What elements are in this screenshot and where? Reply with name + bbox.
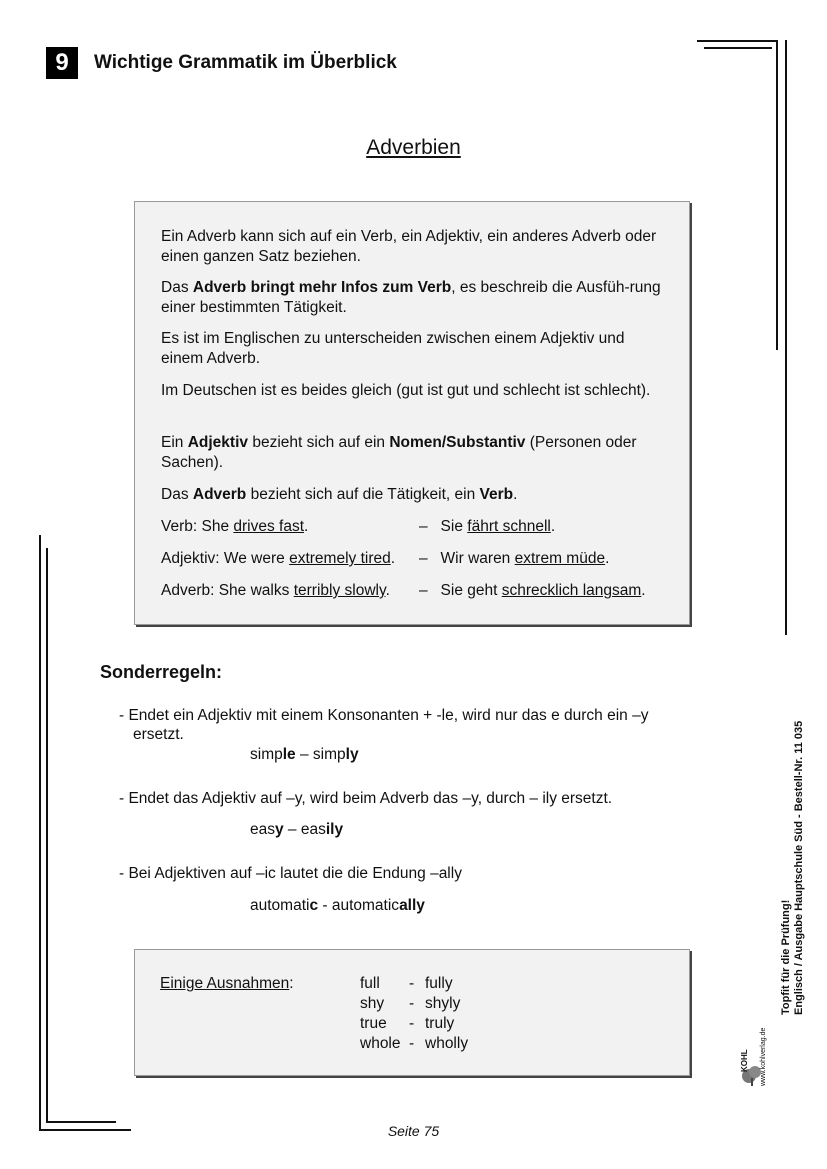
rule-text: - Bei Adjektiven auf –ic lautet die die Endung –ally xyxy=(119,865,462,882)
example-de: – Wir waren extrem müde. xyxy=(419,550,610,567)
side-imprint: Topfit für die Prüfung! Englisch / Ausgabe Hauptschule Süd - Bestell-Nr. 11 035 xyxy=(780,720,805,1015)
exception-dash: - xyxy=(409,1015,415,1032)
example-de: – Sie fährt schnell. xyxy=(419,518,556,535)
paragraph: Ein Adverb kann sich auf ein Verb, ein Adjektiv, ein anderes Adverb oder einen ganzen Satz beziehen. xyxy=(161,228,657,265)
rule-text: - Endet das Adjektiv auf –y, wird beim Adverb das –y, durch – ily ersetzt. xyxy=(119,790,613,807)
rule-example: simple – simply xyxy=(250,746,359,763)
exception-dash: - xyxy=(409,1035,415,1052)
example-en: Adverb: She walks terribly slowly. xyxy=(161,582,390,599)
frame-line xyxy=(704,47,772,49)
rule-example: easy – easily xyxy=(250,821,344,838)
exception-dash: - xyxy=(409,975,415,992)
example-en: Adjektiv: We were extremely tired. xyxy=(161,550,396,567)
exception-adj: true xyxy=(360,1015,387,1032)
paragraph: Es ist im Englischen zu unterscheiden zwischen einem Adjektiv und einem Adverb. xyxy=(161,330,625,367)
frame-line xyxy=(785,40,787,635)
paragraph: Im Deutschen ist es beides gleich (gut ist gut und schlecht ist schlecht). xyxy=(161,382,651,399)
frame-line xyxy=(697,40,777,42)
exception-adv: fully xyxy=(425,975,453,992)
info-box xyxy=(134,201,690,625)
exception-adv: wholly xyxy=(425,1035,469,1052)
paragraph: Das Adverb bezieht sich auf die Tätigkeit, ein Verb. xyxy=(161,486,518,503)
exceptions-label: Einige Ausnahmen: xyxy=(160,975,294,992)
rule-text: ersetzt. xyxy=(133,726,184,743)
exception-adj: full xyxy=(360,975,380,992)
exception-adj: whole xyxy=(360,1035,401,1052)
chapter-number-badge: 9 xyxy=(46,47,78,79)
exception-adv: shyly xyxy=(425,995,461,1012)
page-title: Adverbien xyxy=(366,136,461,159)
exception-adj: shy xyxy=(360,995,385,1012)
exceptions-box xyxy=(134,949,690,1076)
section-heading: Sonderregeln: xyxy=(100,662,223,682)
paragraph: Das Adverb bringt mehr Infos zum Verb, es beschreib die Ausfüh-rung einer bestimmten Tätigkeit. xyxy=(161,279,661,316)
page-number: Seite 75 xyxy=(387,1123,440,1139)
publisher-logo: KOHL www.kohlverlag.de xyxy=(740,1020,768,1088)
example-de: – Sie geht schrecklich langsam. xyxy=(419,582,646,599)
rule-example: automatic - automatically xyxy=(250,897,425,914)
frame-line xyxy=(776,40,778,350)
paragraph: Ein Adjektiv bezieht sich auf ein Nomen/Substantiv (Personen oder Sachen). xyxy=(161,434,637,471)
frame-line xyxy=(39,535,41,1130)
example-en: Verb: She drives fast. xyxy=(161,518,309,535)
chapter-title: Wichtige Grammatik im Überblick xyxy=(94,52,397,73)
exception-dash: - xyxy=(409,995,415,1012)
rule-text: - Endet ein Adjektiv mit einem Konsonanten + -le, wird nur das e durch ein –y xyxy=(119,707,649,724)
exception-adv: truly xyxy=(425,1015,455,1032)
frame-line xyxy=(46,548,48,1123)
